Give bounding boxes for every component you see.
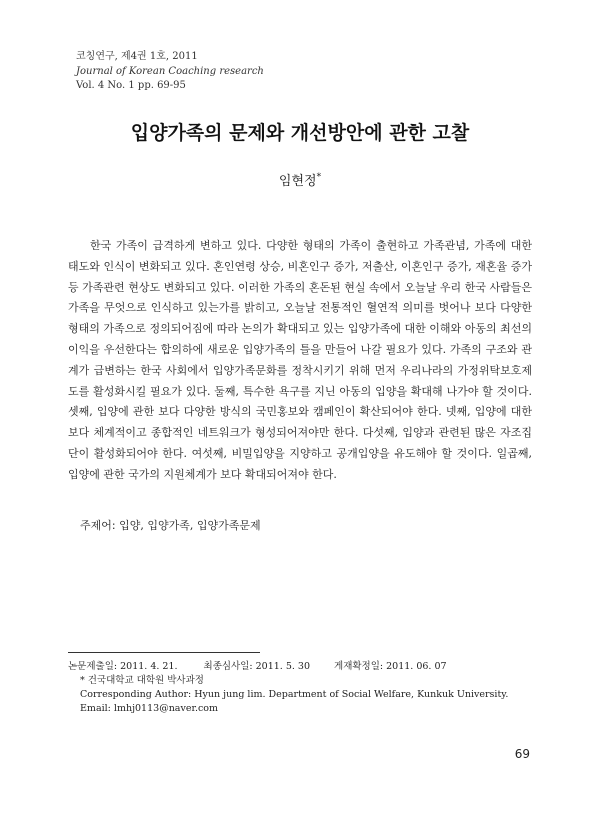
page-number: 69 [514, 747, 530, 761]
keywords-terms: 입양, 입양가족, 입양가족문제 [119, 519, 261, 532]
footnote-divider [68, 652, 260, 653]
journal-issue-korean: 코칭연구, 제4권 1호, 2011 [76, 51, 198, 62]
keywords [80, 517, 261, 533]
reviewed-date: 최종심사일: 2011. 5. 30 [203, 661, 311, 672]
footnotes [68, 660, 508, 716]
received-date: 논문제출일: 2011. 4. 21. [68, 661, 178, 672]
keywords-label: 주제어: [80, 519, 116, 532]
author-affiliation: * 건국대학교 대학원 박사과정 [80, 675, 204, 686]
paper-title: 입양가족의 문제와 개선방안에 관한 고찰 [130, 122, 470, 144]
submission-dates [68, 660, 508, 674]
journal-volume: Vol. 4 No. 1 pp. 69-95 [76, 80, 186, 91]
abstract: 한국 가족이 급격하게 변하고 있다. 다양한 형태의 가족이 출현하고 가족관념, 가족에 대한 태도와 인식이 변화되고 있다. 혼인연령 상승, 비혼인구 증가, 저출산, 이혼인구 증가, 재혼율 증가 등 가족관련 현상도 변화되고 있다. 이러한 가족의 혼돈된 현실 속에서 오늘날 우리 한국 사람들은 가족을 무엇으로 인식하고 있는가를 밝히고, 오늘날 전통적인 혈연적 의미를 벗어나 보다 다양한 형태의 가족으로 정의되어짐에 따라 논의가 확대되고 있는 입양가족에 대한 이해와 아동의 최선의 이익을 우선한다는 합의하에 새로운 입양가족의 틀을 만들어 나갈 필요가 있다. 가족의 구조와 관계가 급변하는 한국 사회에서 입양가족문화를 정착시키기 위해 먼저 우리나라의 가정위탁보호제도를 활성화시킬 필요가 있다. 둘째, 특수한 욕구를 지닌 아동의 입양을 확대해 나가야 할 것이다. 셋째, 입양에 관한 보다 다양한 방식의 국민홍보와 캠페인이 확산되어야 한다. 넷째, 입양에 대한 보다 체계적이고 종합적인 네트워크가 형성되어져야만 한다. 다섯째, 입양과 관련된 많은 자조집단이 활성화되어야 한다. 여섯째, 비밀입양을 지양하고 공개입양을 유도해야 할 것이다. 일곱째, 입양에 관한 국가의 지원체계가 보다 확대되어져야 한다. [68, 239, 532, 481]
journal-header [76, 50, 264, 94]
accepted-date: 게재확정일: 2011. 06. 07 [334, 661, 447, 672]
author-footnote-mark: * [316, 172, 322, 183]
corresponding-author: Corresponding Author: Hyun jung lim. Department of Social Welfare, Kunkuk University. [80, 689, 509, 700]
author-email: Email: lmhj0113@naver.com [80, 703, 219, 714]
author-line [0, 170, 600, 189]
journal-name: Journal of Korean Coaching research [76, 65, 264, 77]
author-name: 임현정 [278, 174, 317, 189]
